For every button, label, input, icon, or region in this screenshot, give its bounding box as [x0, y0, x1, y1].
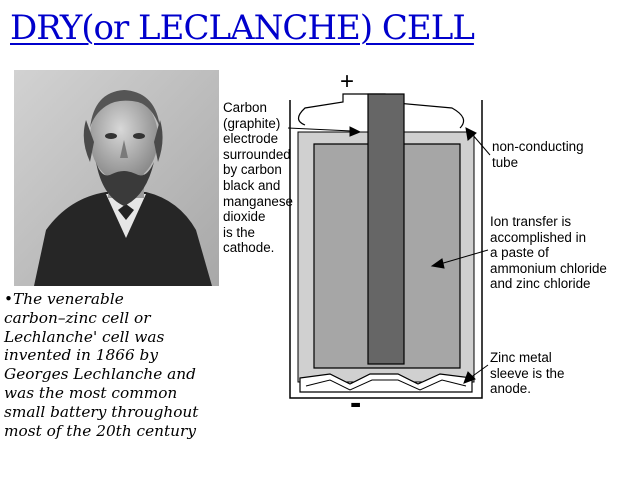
bottom-cap	[300, 374, 472, 392]
label-non-conducting-tube: non-conducting tube	[492, 139, 584, 170]
label-carbon-cathode: Carbon (graphite) electrode surrounded by carbon black and manganese dioxide is the cathode.	[223, 100, 293, 256]
label-ion-transfer-paste: Ion transfer is accomplished in a paste of ammonium chloride and zinc chloride	[490, 214, 607, 292]
negative-terminal-symbol: -	[350, 384, 362, 422]
slide-title: DRY(or LECLANCHE) CELL	[10, 8, 474, 48]
pointer-tube	[472, 134, 490, 155]
pointer-carbon	[288, 128, 352, 131]
label-zinc-anode: Zinc metal sleeve is the anode.	[490, 350, 565, 397]
carbon-electrode	[368, 94, 404, 364]
positive-terminal-symbol: +	[340, 68, 355, 95]
history-caption: •The venerable carbon–zinc cell or Lechlanche' cell was invented in 1866 by Georges Lechlanche and was the most common small battery throughout most of the 20th century	[4, 290, 199, 440]
